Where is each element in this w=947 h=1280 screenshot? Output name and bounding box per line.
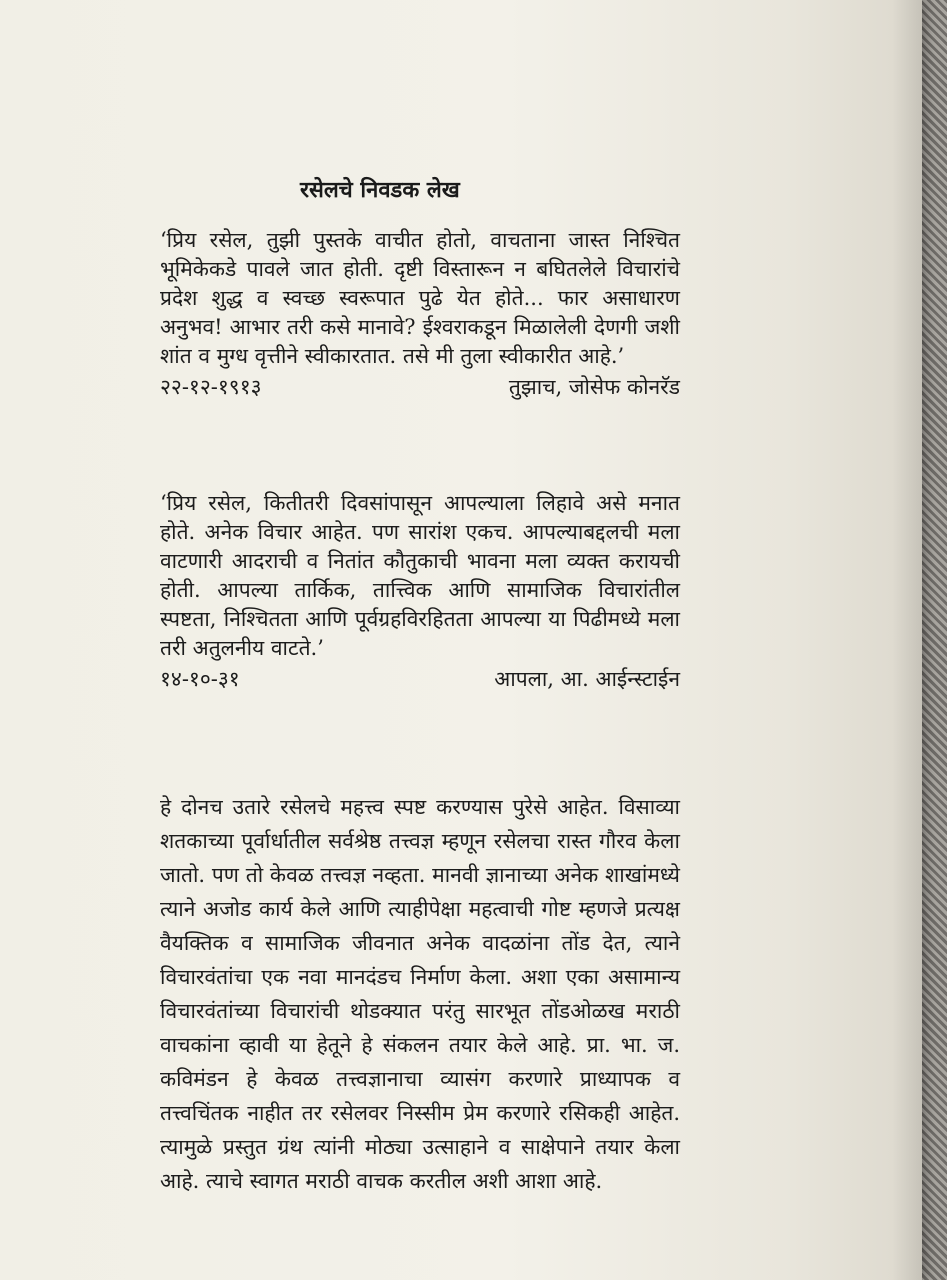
letter-text: ‘प्रिय रसेल, कितीतरी दिवसांपासून आपल्याला लिहावे असे मनात होते. अनेक विचार आहेत. पण सारांश एकच. आपल्याबद्दलची मला वाटणारी आदराची व नितांत कौतुकाची भावना मला व्यक्त करायची होती. आपल्या तार्किक, तात्त्विक आणि सामाजिक विचारांतील स्पष्टता, निश्चितता आणि पूर्वग्रहविरहितता आपल्या या पिढीमध्ये मला तरी अतुलनीय वाटते.’	[160, 491, 680, 660]
letter-text: ‘प्रिय रसेल, तुझी पुस्तके वाचीत होतो, वाचताना जास्त निश्चित भूमिकेकडे पावले जात होती. दृष्टी विस्तारून न बघितलेले विचारांचे प्रदेश शुद्ध व स्वच्छ स्वरूपात पुढे येत होते... फार असाधारण अनुभव! आभार तरी कसे मानावे? ईश्वराकडून मिळालेली देणगी जशी शांत व मुग्ध वृत्तीने स्वीकारतात. तसे मी तुला स्वीकारीत आहे.’	[160, 228, 680, 368]
letter-signature: आपला, आ. आईन्स्टाईन	[494, 667, 680, 691]
page-title: रसेलचे निवडक लेख	[300, 177, 460, 203]
letter-date: २२-१२-१९१३	[160, 375, 262, 399]
letter-signature-row	[160, 665, 680, 694]
letter-conrad	[160, 226, 680, 402]
letter-einstein	[160, 489, 680, 694]
letter-signature-row	[160, 373, 680, 402]
summary-section	[160, 790, 680, 1198]
letter-date: १४-१०-३१	[160, 667, 240, 691]
summary-paragraph: हे दोनच उतारे रसेलचे महत्त्व स्पष्ट करण्यास पुरेसे आहेत. विसाव्या शतकाच्या पूर्वार्धातील सर्वश्रेष्ठ तत्त्वज्ञ म्हणून रसेलचा रास्त गौरव केला जातो. पण तो केवळ तत्त्वज्ञ नव्हता. मानवी ज्ञानाच्या अनेक शाखांमध्ये त्याने अजोड कार्य केले आणि त्याहीपेक्षा महत्वाची गोष्ट म्हणजे प्रत्यक्ष वैयक्तिक व सामाजिक जीवनात अनेक वादळांना तोंड देत, त्याने विचारवंतांचा एक नवा मानदंडच निर्माण केला. अशा एका असामान्य विचारवंतांच्या विचारांची थोडक्यात परंतु सारभूत तोंडओळख मराठी वाचकांना व्हावी या हेतूने हे संकलन तयार केले आहे. प्रा. भा. ज. कविमंडन हे केवळ तत्त्वज्ञानाचा व्यासंग करणारे प्राध्यापक व तत्त्वचिंतक नाहीत तर रसेलवर निस्सीम प्रेम करणारे रसिकही आहेत. त्यामुळे प्रस्तुत ग्रंथ त्यांनी मोठ्या उत्साहाने व साक्षेपाने तयार केला आहे. त्याचे स्वागत मराठी वाचक करतील अशी आशा आहे.	[160, 795, 680, 1193]
letter-signature: तुझाच, जोसेफ कोनरॅड	[508, 375, 680, 399]
